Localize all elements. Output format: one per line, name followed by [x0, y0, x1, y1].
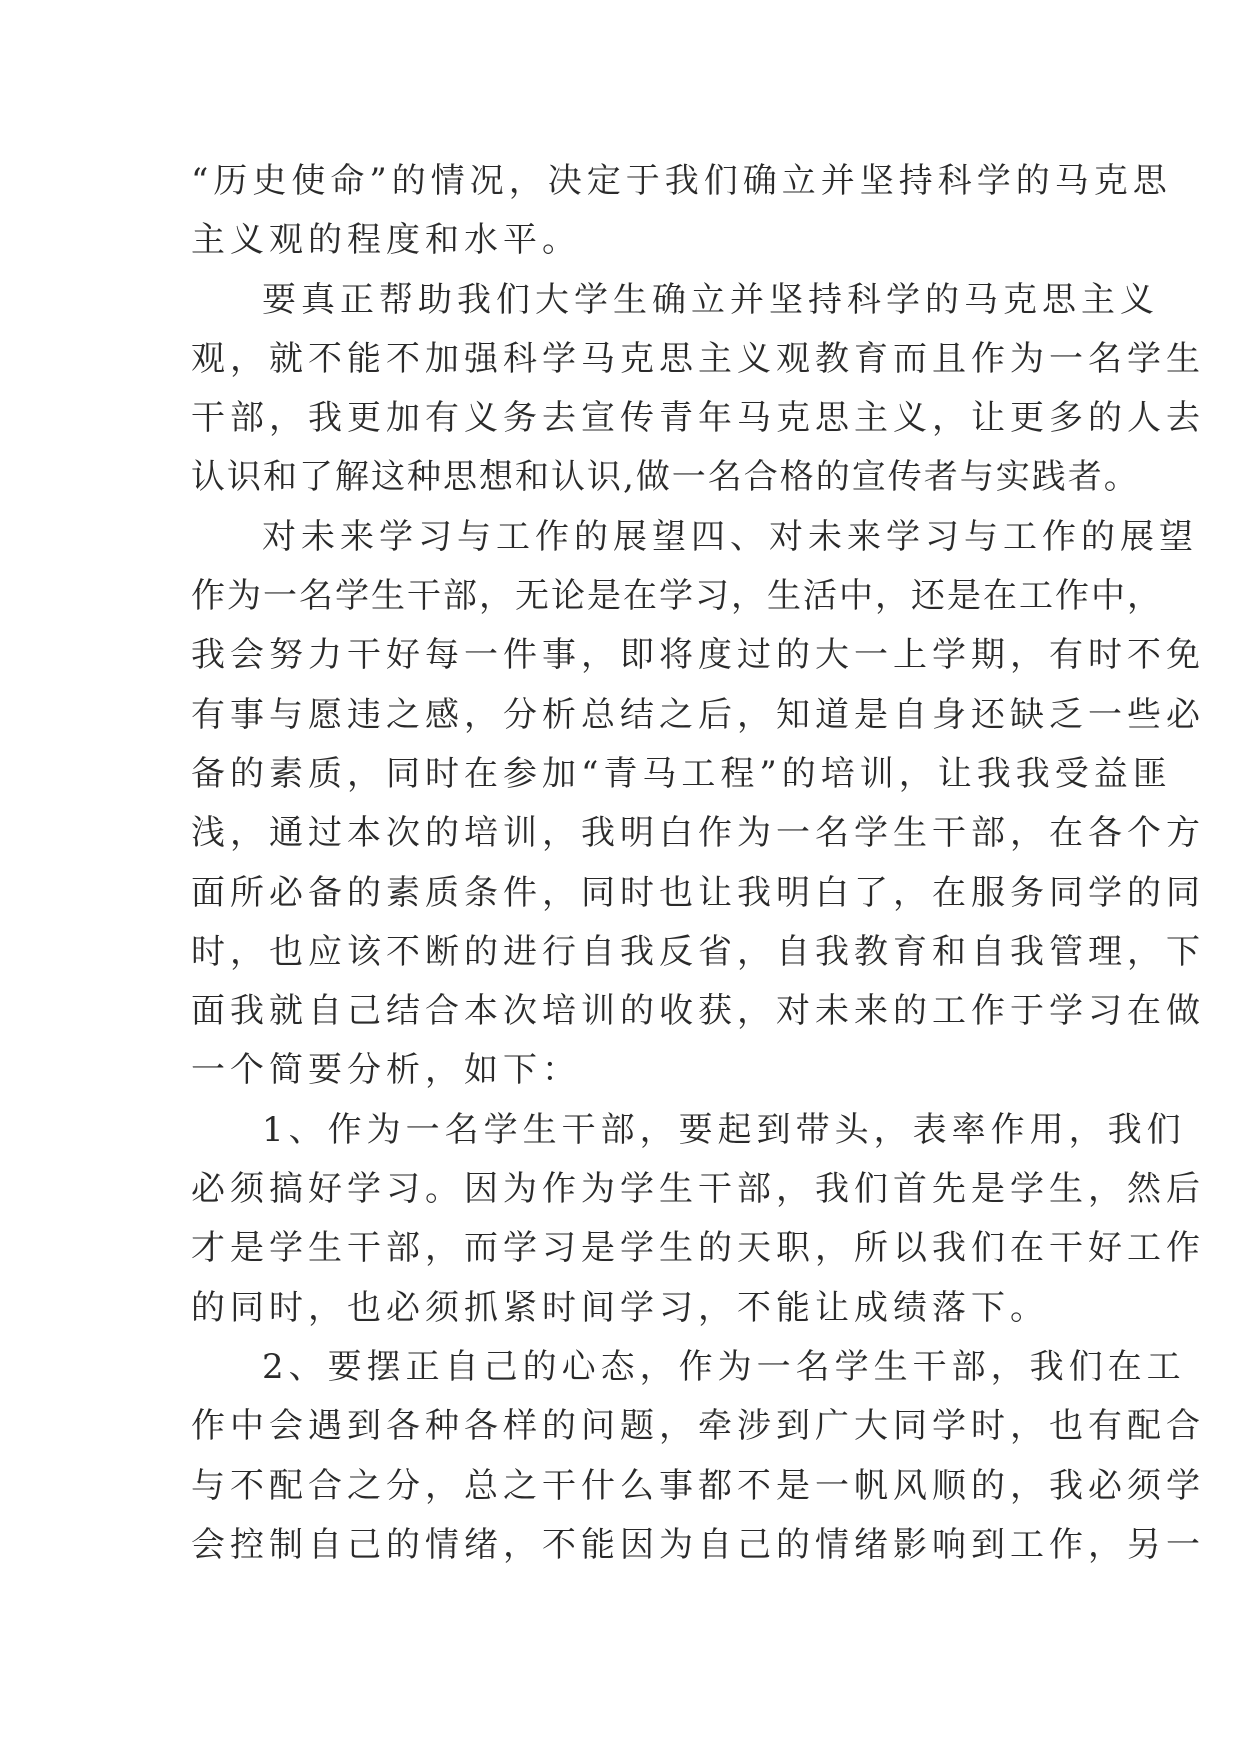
text-line: 的同时，也必须抓紧时间学习，不能让成绩落下。 [191, 1287, 1049, 1328]
paragraph-start-line: 对未来学习与工作的展望四、对未来学习与工作的展望 [262, 516, 1198, 557]
text-line: 认识和了解这种思想和认识,做一名合格的宣传者与实践者。 [191, 457, 1140, 498]
text-line: 必须搞好学习。因为作为学生干部，我们首先是学生，然后 [191, 1169, 1205, 1210]
paragraph-start-line: 要真正帮助我们大学生确立并坚持科学的马克思主义 [262, 279, 1159, 320]
text-line: 干部，我更加有义务去宣传青年马克思主义，让更多的人去 [191, 398, 1205, 439]
text-line: 一个简要分析，如下： [191, 1050, 581, 1091]
text-line: 观，就不能不加强科学马克思主义观教育而且作为一名学生 [191, 338, 1205, 379]
text-line: 面我就自己结合本次培训的收获，对未来的工作于学习在做 [191, 991, 1205, 1032]
text-line: “历史使命”的情况，决定于我们确立并坚持科学的马克思 [191, 161, 1172, 201]
paragraph-start-line: 2、要摆正自己的心态，作为一名学生干部，我们在工 [262, 1346, 1186, 1387]
paragraph-start-line: 1、作为一名学生干部，要起到带头，表率作用，我们 [262, 1109, 1186, 1150]
text-line: 面所必备的素质条件，同时也让我明白了，在服务同学的同 [191, 872, 1205, 913]
text-line: 作为一名学生干部，无论是在学习，生活中，还是在工作中， [191, 576, 1163, 617]
text-line: 才是学生干部，而学习是学生的天职，所以我们在干好工作 [191, 1228, 1205, 1269]
text-line: 备的素质，同时在参加“青马工程”的培训，让我我受益匪 [191, 753, 1172, 794]
body-text [191, 152, 1205, 1575]
text-line: 时，也应该不断的进行自我反省，自我教育和自我管理，下 [191, 931, 1205, 972]
text-line: 主义观的程度和水平。 [191, 220, 581, 261]
text-line: 作中会遇到各种各样的问题，牵涉到广大同学时，也有配合 [191, 1406, 1205, 1447]
text-line: 浅，通过本次的培训，我明白作为一名学生干部，在各个方 [191, 813, 1205, 854]
text-line: 我会努力干好每一件事，即将度过的大一上学期，有时不免 [191, 635, 1205, 676]
text-line: 与不配合之分，总之干什么事都不是一帆风顺的，我必须学 [191, 1465, 1205, 1506]
text-line: 会控制自己的情绪，不能因为自己的情绪影响到工作，另一 [191, 1524, 1205, 1565]
text-line: 有事与愿违之感，分析总结之后，知道是自身还缺乏一些必 [191, 694, 1205, 735]
